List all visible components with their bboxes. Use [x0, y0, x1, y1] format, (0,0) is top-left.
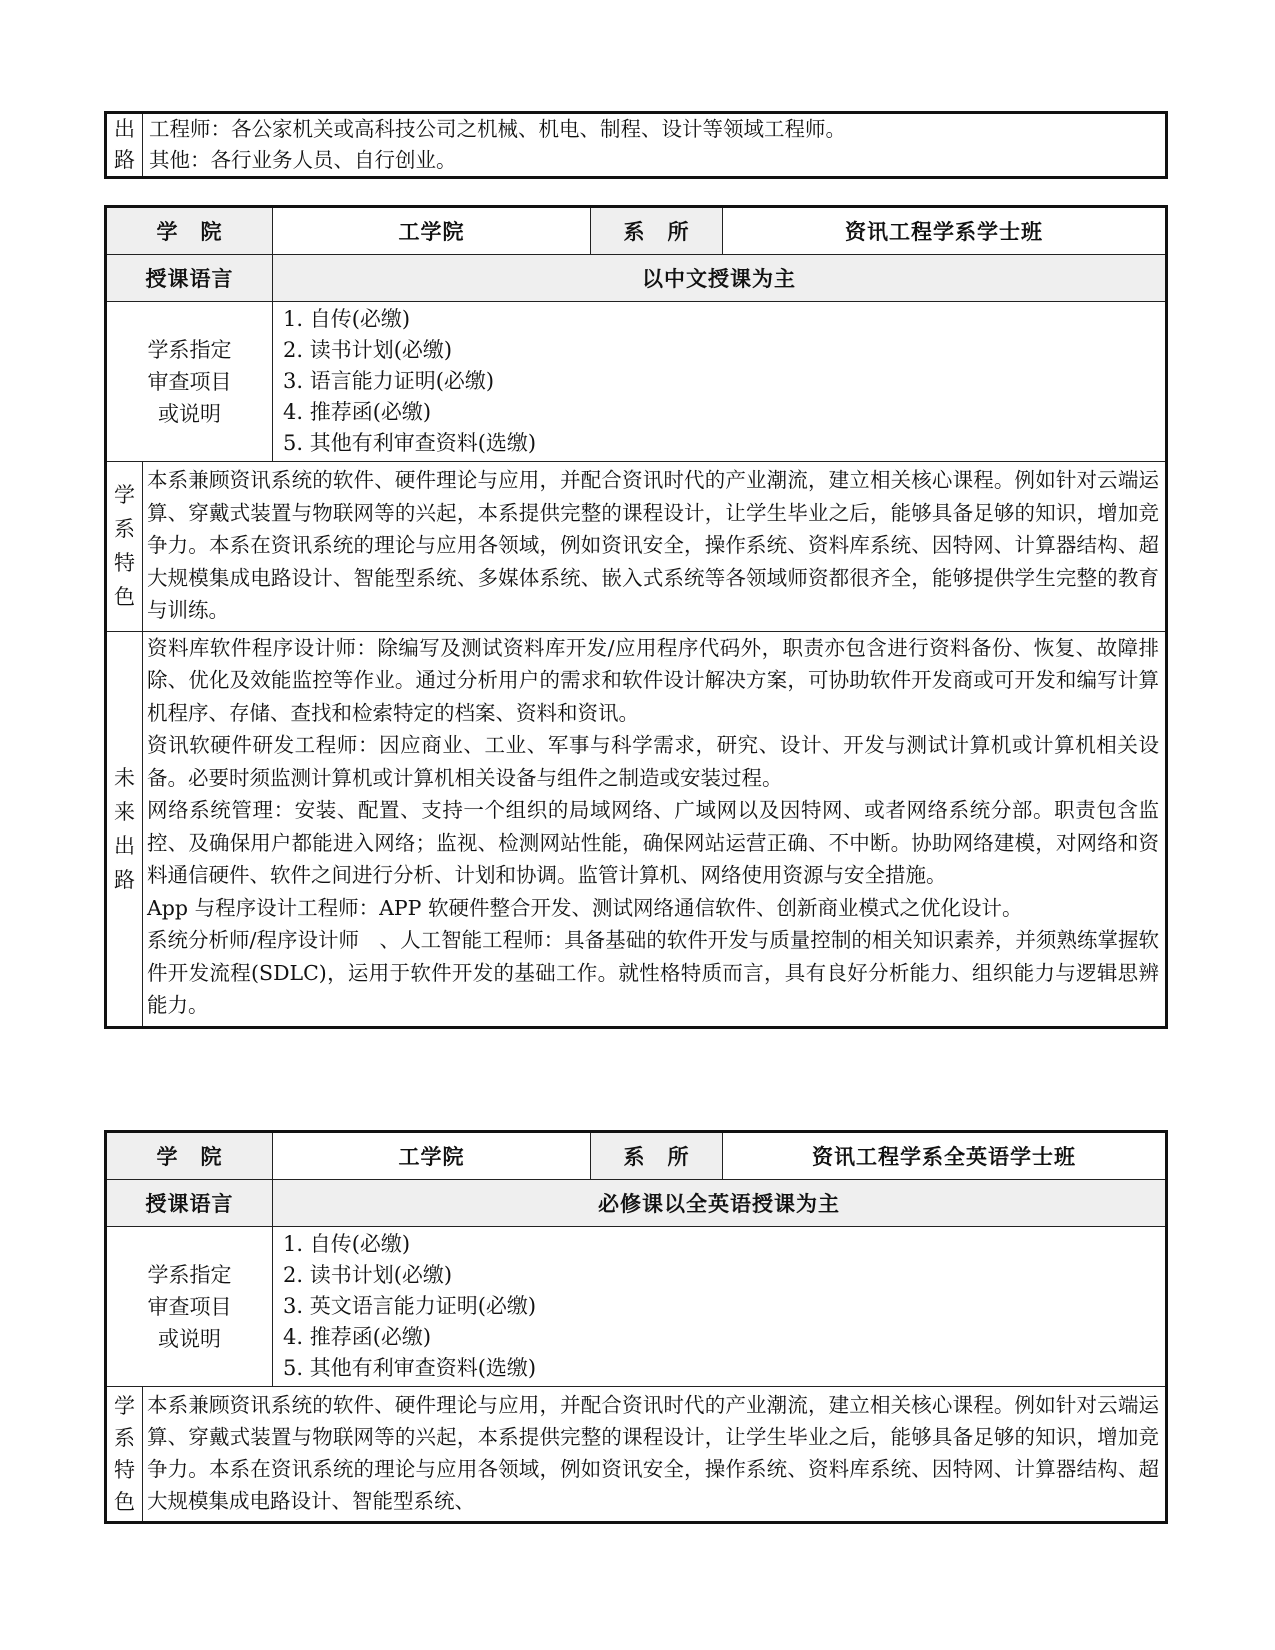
review-label	[107, 302, 273, 462]
feature-text: 本系兼顾资讯系统的软件、硬件理论与应用，并配合资讯时代的产业潮流，建立相关核心课程。例如针对云端运算、穿戴式装置与物联网等的兴起，本系提供完整的课程设计，让学生毕业之后，能够具备足够的知识，增加竞争力。本系在资讯系统的理论与应用各领域，例如资讯安全，操作系统、资料库系统、因特网、计算器结构、超大规模集成电路设计、智能型系统、多媒体系统、嵌入式系统等各领域师资都很齐全，能够提供学生完整的教育与训练。	[143, 462, 1166, 632]
lang-label: 授课语言	[107, 1180, 273, 1227]
review-items	[273, 302, 1166, 462]
future-paragraph: 资讯软硬件研发工程师：因应商业、工业、军事与科学需求，研究、设计、开发与测试计算机或计算机相关设备。必要时须监测计算机或计算机相关设备与组件之制造或安装过程。	[147, 733, 1159, 790]
review-item: 2. 读书计划(必缴)	[283, 1263, 453, 1287]
top-career-table	[106, 113, 1166, 177]
career-side-label: 出路	[107, 114, 143, 177]
career-line-2: 其他：各行业务人员、自行创业。	[149, 148, 457, 172]
review-label-line: 学系指定	[147, 337, 232, 362]
review-item: 5. 其他有利审查资料(选缴)	[283, 1356, 537, 1380]
future-paragraph: 资料库软件程序设计师：除编写及测试资料库开发/应用程序代码外，职责亦包含进行资料备份、恢复、故障排除、优化及效能监控等作业。通过分析用户的需求和软件设计解决方案，可协助软件开发商或可开发和编写计算机程序、存储、查找和检索特定的档案、资料和资讯。	[147, 635, 1159, 725]
college-value: 工学院	[273, 208, 591, 255]
review-label	[107, 1227, 273, 1387]
review-item: 3. 英文语言能力证明(必缴)	[283, 1294, 537, 1318]
review-item: 2. 读书计划(必缴)	[283, 338, 453, 362]
dept-value: 资讯工程学系学士班	[723, 208, 1166, 255]
review-item: 4. 推荐函(必缴)	[283, 1325, 432, 1349]
feature-text: 本系兼顾资讯系统的软件、硬件理论与应用，并配合资讯时代的产业潮流，建立相关核心课程。例如针对云端运算、穿戴式装置与物联网等的兴起，本系提供完整的课程设计，让学生毕业之后，能够具备足够的知识，增加竞争力。本系在资讯系统的理论与应用各领域，例如资讯安全，操作系统、资料库系统、因特网、计算器结构、超大规模集成电路设计、智能型系统、	[143, 1387, 1166, 1522]
career-text	[143, 114, 1166, 177]
dept-value: 资讯工程学系全英语学士班	[723, 1133, 1166, 1180]
review-items	[273, 1227, 1166, 1387]
college-label: 学 院	[107, 1133, 273, 1180]
department-table-2	[106, 1132, 1166, 1522]
career-line-1: 工程师：各公家机关或高科技公司之机械、机电、制程、设计等领域工程师。	[149, 117, 846, 141]
feature-label-text: 学系特色	[114, 1394, 135, 1514]
dept-label: 系 所	[591, 1133, 723, 1180]
review-label-line: 审查项目	[147, 1294, 232, 1319]
review-label-line: 或说明	[158, 1326, 221, 1351]
feature-side-label	[107, 1387, 143, 1522]
future-paragraph: App 与程序设计工程师：APP 软硬件整合开发、测试网络通信软件、创新商业模式之优化设计。	[147, 895, 1023, 920]
review-label-line: 审查项目	[147, 369, 232, 394]
future-paragraph: 网络系统管理：安装、配置、支持一个组织的局域网络、广域网以及因特网、或者网络系统分部。职责包含监控、及确保用户都能进入网络；监视、检测网站性能，确保网站运营正确、不中断。协助网络建模，对网络和资料通信硬件、软件之间进行分析、计划和协调。监管计算机、网络使用资源与安全措施。	[147, 798, 1159, 887]
lang-label: 授课语言	[107, 255, 273, 302]
review-item: 4. 推荐函(必缴)	[283, 400, 432, 424]
review-label-line: 学系指定	[147, 1262, 232, 1287]
future-side-label	[107, 631, 143, 1026]
college-value: 工学院	[273, 1133, 591, 1180]
future-text	[143, 631, 1166, 1026]
review-item: 1. 自传(必缴)	[283, 307, 411, 331]
department-table-1	[106, 207, 1166, 1027]
future-label-text: 未来出路	[114, 765, 135, 892]
lang-value: 必修课以全英语授课为主	[273, 1180, 1166, 1227]
college-label: 学 院	[107, 208, 273, 255]
lang-value: 以中文授课为主	[273, 255, 1166, 302]
review-item: 5. 其他有利审查资料(选缴)	[283, 431, 537, 455]
review-label-line: 或说明	[158, 401, 221, 426]
review-item: 1. 自传(必缴)	[283, 1232, 411, 1256]
dept-label: 系 所	[591, 208, 723, 255]
future-paragraph: 系统分析师/程序设计师 、人工智能工程师：具备基础的软件开发与质量控制的相关知识素养，并须熟练掌握软件开发流程(SDLC)，运用于软件开发的基础工作。就性格特质而言，具有良好分析能力、组织能力与逻辑思辨能力。	[147, 928, 1159, 1017]
review-item: 3. 语言能力证明(必缴)	[283, 369, 495, 393]
feature-side-label	[107, 462, 143, 632]
feature-label-text: 学系特色	[114, 483, 135, 610]
